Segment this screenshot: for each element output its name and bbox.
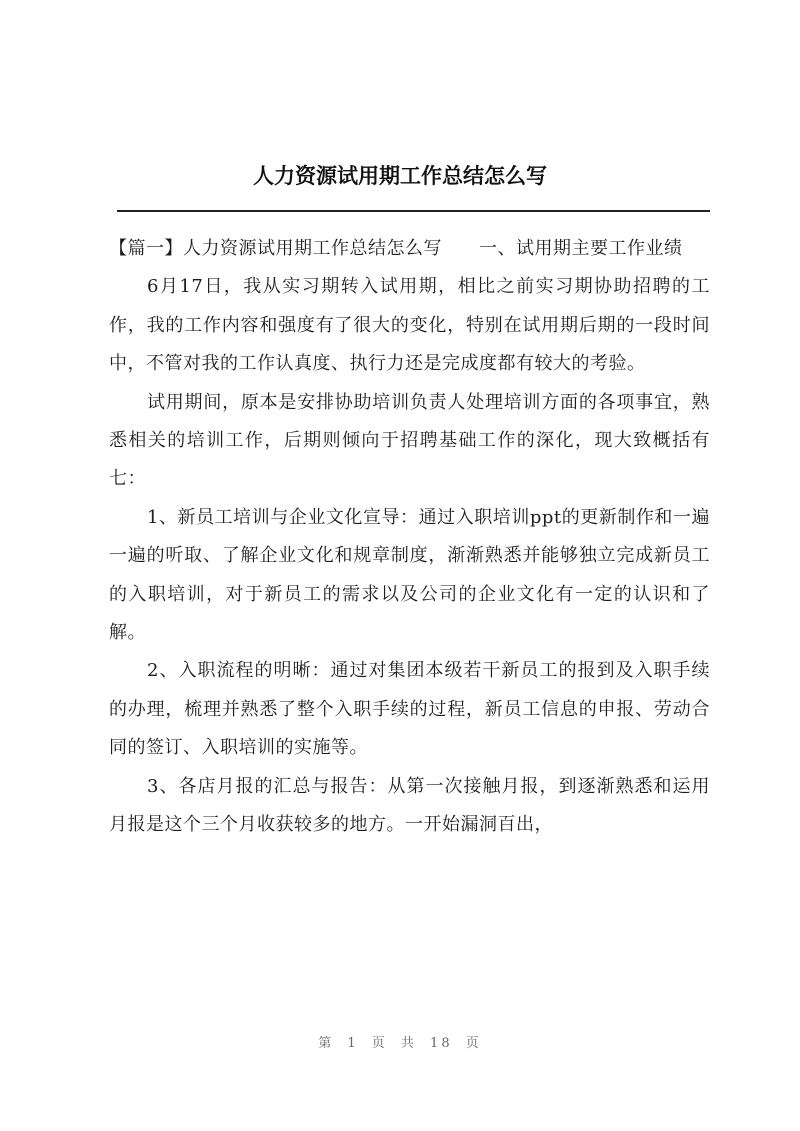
paragraph: 6月17日，我从实习期转入试用期，相比之前实习期协助招聘的工作，我的工作内容和强度有了很大的变化，特别在试用期后期的一段时间中，不管对我的工作认真度、执行力还是完成度都有较大的考验。 <box>109 276 710 375</box>
document-title: 人力资源试用期工作总结怎么写 <box>253 163 547 188</box>
paragraph: 2、入职流程的明晰：通过对集团本级若干新员工的报到及入职手续的办理，梳理并熟悉了整个入职手续的过程，新员工信息的申报、劳动合同的签订、入职培训的实施等。 <box>109 660 710 759</box>
title-underline <box>117 210 710 212</box>
page-number-footer: 第 1 页 共 18 页 <box>318 1036 482 1051</box>
paragraph: 3、各店月报的汇总与报告：从第一次接触月报，到逐渐熟悉和运用月报是这个三个月收获较多的地方。一开始漏洞百出， <box>109 775 710 836</box>
paragraph-heading: 【篇一】人力资源试用期工作总结怎么写 一、试用期主要工作业绩 <box>109 238 683 259</box>
document-body <box>109 230 710 845</box>
paragraph: 试用期间，原本是安排协助培训负责人处理培训方面的各项事宜，熟悉相关的培训工作，后期则倾向于招聘基础工作的深化，现大致概括有七： <box>109 391 710 490</box>
paragraph: 1、新员工培训与企业文化宣导：通过入职培训ppt的更新制作和一遍一遍的听取、了解企业文化和规章制度，渐渐熟悉并能够独立完成新员工的入职培训，对于新员工的需求以及公司的企业文化有一定的认识和了解。 <box>109 506 710 644</box>
